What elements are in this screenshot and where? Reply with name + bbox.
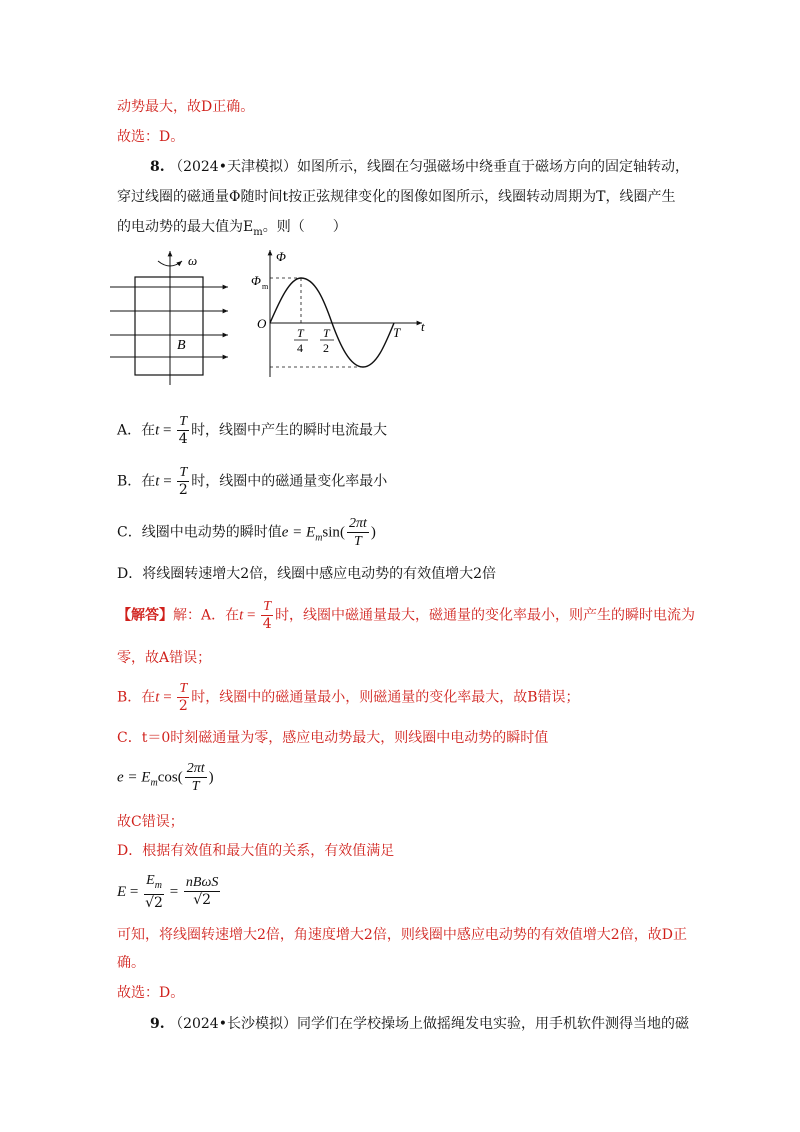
option-D: D．将线圈转速增大2倍，线圈中感应电动势的有效值增大2倍 bbox=[117, 566, 497, 582]
answer-tag: 【解答】 bbox=[117, 607, 173, 624]
answer-A-line2: 零，故A错误； bbox=[117, 650, 212, 666]
phi-max-label: Φ bbox=[251, 273, 261, 288]
answer-D-line: D．根据有效值和最大值的关系，有效值满足 bbox=[117, 843, 395, 859]
final-answer: 故选：D。 bbox=[117, 985, 185, 1001]
T4-num: T bbox=[297, 326, 304, 340]
option-C: C．线圈中电动势的瞬时值$e = E_m\sin$( $\frac{2\pi t}{T}$ ) bbox=[117, 516, 376, 549]
question-source: （2024•长沙模拟） bbox=[169, 1016, 297, 1032]
answer-D-line3: 确。 bbox=[117, 955, 145, 971]
period-label: T bbox=[393, 325, 401, 340]
answer-C-line: C．t＝0时刻磁通量为零，感应电动势最大，则线圈中电动势的瞬时值 bbox=[117, 730, 549, 746]
option-B: B．在t = $\frac{T}{2}$ 时，线圈中的磁通量变化率最小 bbox=[117, 465, 388, 498]
coil-and-flux-figure bbox=[110, 245, 430, 385]
question-9-line1 bbox=[150, 1014, 689, 1034]
question-source: （2024•天津模拟） bbox=[169, 159, 297, 175]
phi-axis-label: Φ bbox=[276, 249, 286, 264]
question-8-line1 bbox=[150, 157, 689, 177]
question-8-line2: 穿过线圈的磁通量Φ随时间t按正弦规律变化的图像如图所示，线圈转动周期为T，线圈产生 bbox=[117, 189, 676, 205]
T2-den: 2 bbox=[323, 341, 329, 355]
T4-den: 4 bbox=[297, 341, 303, 355]
answer-D-formula: E = $\frac{E_m}{√2}$ = $\frac{\text{nBωS}}{√2}$ bbox=[117, 873, 219, 911]
question-number: 9. bbox=[150, 1016, 165, 1032]
answer-D-line2: 可知，将线圈转速增大2倍，角速度增大2倍，则线圈中感应电动势的有效值增大2倍，故D正 bbox=[117, 927, 687, 943]
field-label-B: B bbox=[177, 338, 186, 353]
origin-label: O bbox=[257, 316, 267, 331]
t-axis-label: t bbox=[421, 319, 425, 334]
T2-num: T bbox=[323, 326, 330, 340]
flux-graph bbox=[251, 249, 425, 377]
option-A: A．在t = $\frac{T}{4}$ 时，线圈中产生的瞬时电流最大 bbox=[117, 414, 388, 447]
answer-C-formula: $e = E_m\cos$( $\frac{2\pi t}{T}$ ) bbox=[117, 761, 214, 794]
continuation-text: 动势最大，故D正确。 bbox=[117, 99, 255, 115]
omega-label: ω bbox=[188, 253, 198, 268]
phi-max-sub: m bbox=[262, 282, 269, 291]
answer-C-end: 故C错误； bbox=[117, 814, 184, 830]
coil-rect bbox=[135, 277, 203, 375]
answer-A-line1: 【解答】解：A．在t = $\frac{T}{4}$ 时，线圈中磁通量最大，磁通量的变化率最小，则产生的瞬时电流为 bbox=[117, 599, 696, 632]
coil-diagram bbox=[110, 251, 228, 385]
question-8-line3: 的电动势的最大值为$E_m$。则（ ） bbox=[117, 219, 347, 238]
question-number: 8. bbox=[150, 159, 165, 175]
previous-answer: 故选：D。 bbox=[117, 129, 185, 145]
question-text: 如图所示，线圈在匀强磁场中绕垂直于磁场方向的固定轴转动， bbox=[296, 159, 689, 175]
question-text: 同学们在学校操场上做摇绳发电实验，用手机软件测得当地的磁 bbox=[296, 1016, 689, 1032]
answer-B: B．在t = $\frac{T}{2}$ 时，线圈中的磁通量最小，则磁通量的变化率最大，故B错误； bbox=[117, 681, 580, 714]
